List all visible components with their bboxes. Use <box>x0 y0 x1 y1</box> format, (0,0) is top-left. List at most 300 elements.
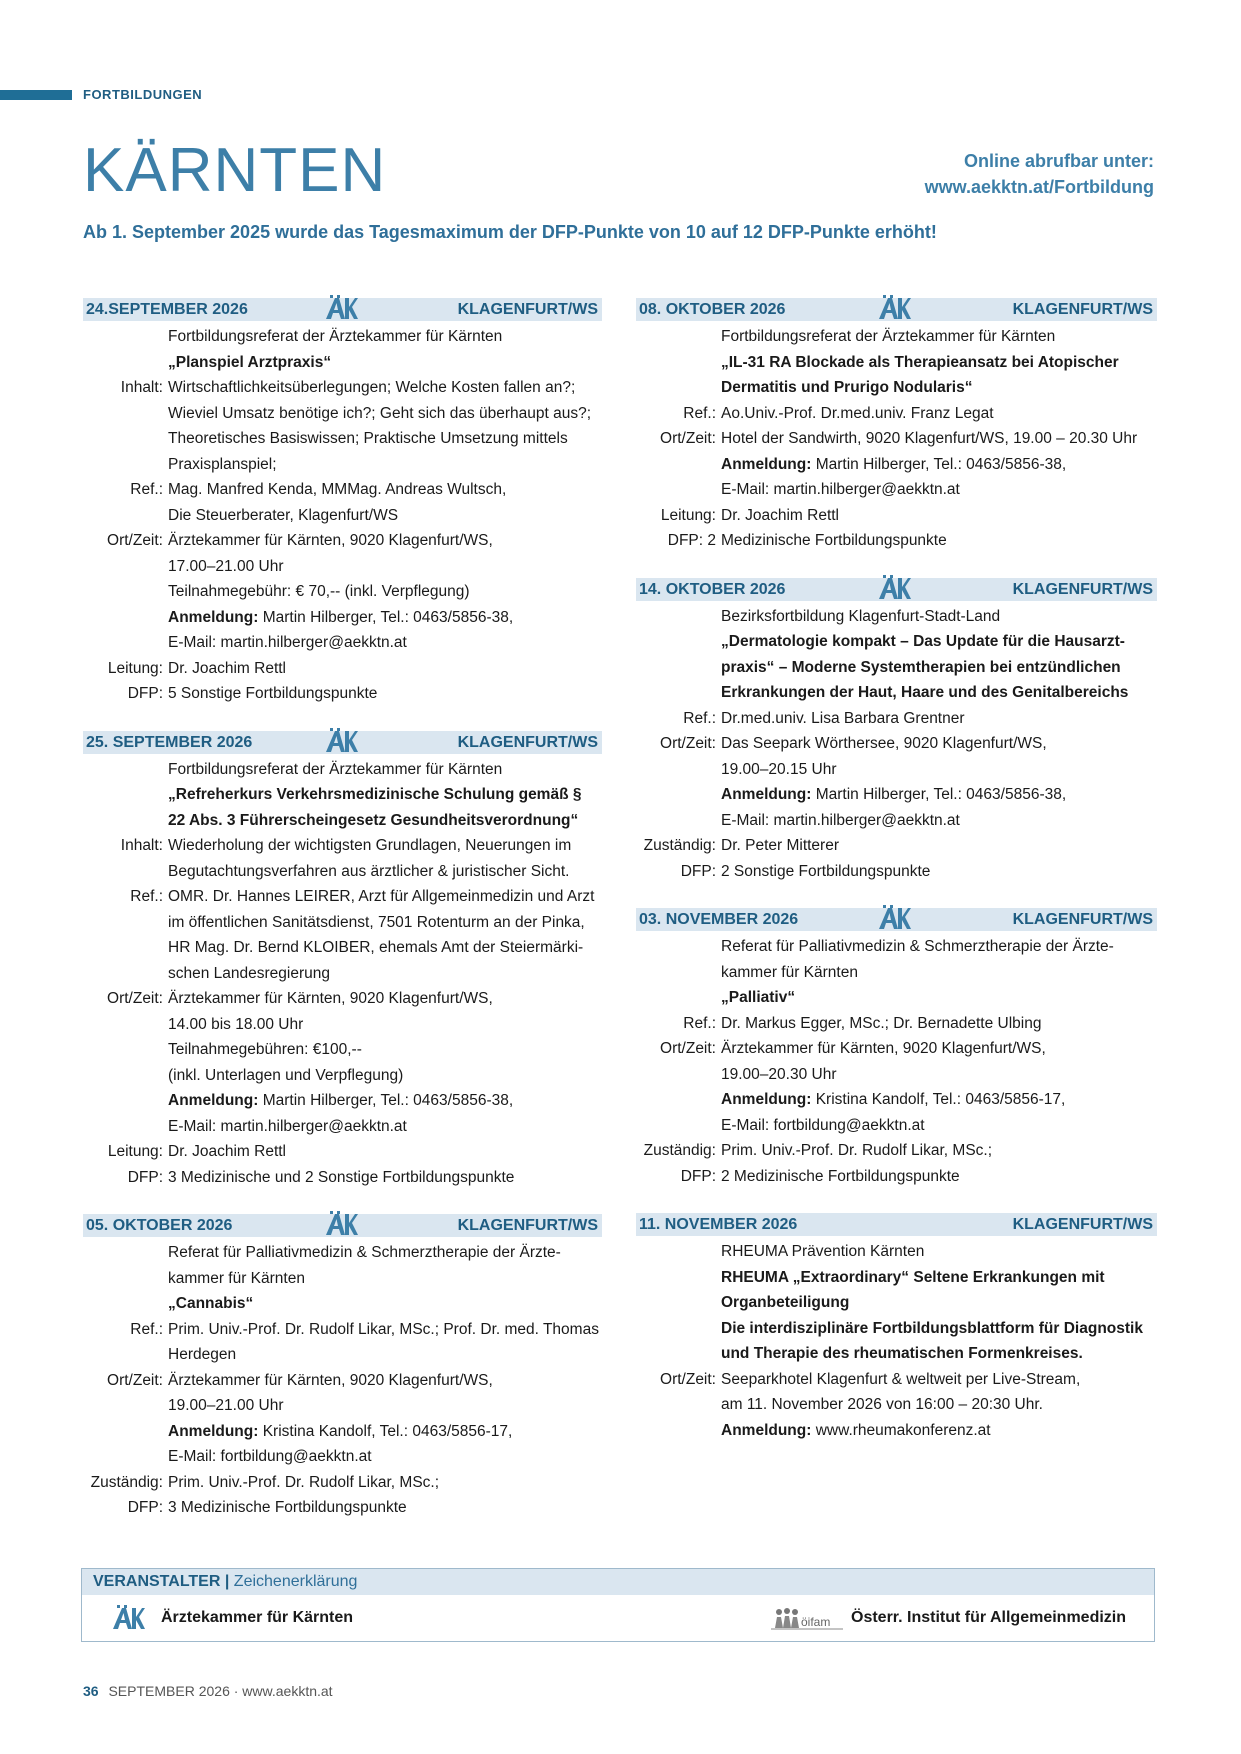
detail-label: Ref.: <box>130 481 163 498</box>
registration-label: Anmeldung: <box>168 1422 259 1440</box>
registration-label: Anmeldung: <box>721 786 812 803</box>
detail-label <box>636 655 721 681</box>
event-detail-row <box>636 1316 1157 1342</box>
event-detail-row <box>83 579 602 605</box>
oeifam-logo-text: öifam <box>801 1615 831 1629</box>
detail-value: Praxisplanspiel; <box>168 455 277 473</box>
aek-logo-icon <box>324 728 358 754</box>
detail-value: 3 Medizinische und 2 Sonstige Fortbildungspunkte <box>168 1168 515 1186</box>
event-detail-row <box>636 375 1157 401</box>
section-color-bar <box>0 90 72 100</box>
aek-logo-icon <box>324 1211 358 1237</box>
detail-label <box>83 1444 168 1470</box>
detail-label: Leitung: <box>107 659 163 677</box>
detail-value: im öffentlichen Sanitätsdienst, 7501 Rotenturm an der Pinka, <box>168 913 585 931</box>
event-detail-row <box>83 859 602 885</box>
detail-label <box>83 554 168 580</box>
detail-value: RHEUMA „Extraordinary“ Seltene Erkrankungen mit <box>721 1268 1105 1286</box>
detail-value: Die interdisziplinäre Fortbildungsblattform für Diagnostik <box>721 1319 1143 1337</box>
detail-label: Ref.: <box>683 404 716 422</box>
detail-label <box>636 985 721 1011</box>
detail-label <box>636 782 721 808</box>
legend-oeifam-name: Österr. Institut für Allgemeinmedizin <box>851 1609 1126 1626</box>
event-detail-row <box>636 757 1157 783</box>
detail-label: DFP: <box>127 685 163 702</box>
detail-label: Zuständig: <box>643 837 716 854</box>
event-date: 03. NOVEMBER 2026 <box>639 911 799 928</box>
detail-value <box>721 1087 1157 1113</box>
aek-logo-icon <box>877 575 911 601</box>
event-entry <box>636 298 1157 554</box>
detail-value: Seeparkhotel Klagenfurt & weltweit per Live-Stream, <box>721 1370 1081 1388</box>
detail-label: DFP: <box>680 862 716 880</box>
event-detail-row <box>83 1419 602 1445</box>
detail-label <box>83 426 168 452</box>
detail-value: 5 Sonstige Fortbildungspunkte <box>168 685 378 702</box>
detail-value: Wieviel Umsatz benötige ich?; Geht sich das überhaupt aus?; <box>168 404 592 422</box>
detail-label: Ref.: <box>130 888 163 905</box>
detail-value: „Palliativ“ <box>721 989 796 1006</box>
event-detail-row <box>83 935 602 961</box>
event-location: KLAGENFURT/WS <box>457 733 598 751</box>
event-detail-row <box>636 1164 1157 1190</box>
event-detail-row <box>636 680 1157 706</box>
detail-value: Wiederholung der wichtigsten Grundlagen, Neuerungen im <box>168 837 572 854</box>
detail-value: Mag. Manfred Kenda, MMMag. Andreas Wultsch, <box>168 481 507 498</box>
detail-label <box>636 1113 721 1139</box>
event-entry <box>83 298 602 707</box>
section-label: FORTBILDUNGEN <box>83 87 203 102</box>
detail-value: Teilnahmegebühr: € 70,-- (inkl. Verpflegung) <box>168 583 470 600</box>
detail-label <box>83 961 168 987</box>
event-header <box>636 298 1157 321</box>
registration-value: www.rheumakonferenz.at <box>811 1421 991 1439</box>
event-detail-row <box>83 808 602 834</box>
event-header <box>636 578 1157 601</box>
detail-value <box>721 1418 1157 1444</box>
detail-value: Ärztekammer für Kärnten, 9020 Klagenfurt/WS, <box>721 1040 1046 1057</box>
event-detail-row <box>636 1418 1157 1444</box>
detail-label <box>83 1063 168 1089</box>
event-detail-row <box>636 477 1157 503</box>
event-detail-row <box>636 833 1157 859</box>
event-detail-row <box>83 1444 602 1470</box>
event-detail-row <box>83 1470 602 1496</box>
event-detail-row <box>83 426 602 452</box>
event-detail-row <box>636 1265 1157 1291</box>
online-label: Online abrufbar unter: <box>963 151 1154 171</box>
event-detail-row <box>636 324 1157 350</box>
oeifam-logo-icon <box>771 1606 843 1630</box>
event-entry <box>636 1213 1157 1443</box>
detail-value: HR Mag. Dr. Bernd KLOIBER, ehemals Amt der Steiermärki- <box>168 939 584 956</box>
event-date: 24.SEPTEMBER 2026 <box>86 301 248 318</box>
detail-value: E-Mail: martin.hilberger@aekktn.at <box>721 811 960 829</box>
detail-label: Ort/Zeit: <box>660 1040 716 1057</box>
detail-label: Ref.: <box>130 1320 163 1338</box>
page-footer <box>83 1683 333 1699</box>
detail-value: E-Mail: fortbildung@aekktn.at <box>168 1448 372 1465</box>
event-detail-row <box>83 1317 602 1343</box>
event-detail-row <box>636 1113 1157 1139</box>
detail-value: Dr. Joachim Rettl <box>168 659 287 677</box>
event-entry <box>636 908 1157 1189</box>
event-date: 05. OKTOBER 2026 <box>86 1217 233 1234</box>
detail-label: Ort/Zeit: <box>660 1370 716 1388</box>
detail-value: Prim. Univ.-Prof. Dr. Rudolf Likar, MSc.; Prof. Dr. med. Thomas <box>168 1320 599 1338</box>
event-detail-row <box>83 375 602 401</box>
detail-value: praxis“ – Moderne Systemtherapien bei entzündlichen <box>721 658 1121 676</box>
detail-value: Ärztekammer für Kärnten, 9020 Klagenfurt/WS, <box>168 1371 493 1389</box>
detail-label <box>83 1291 168 1317</box>
detail-label <box>83 630 168 656</box>
detail-value: Die Steuerberater, Klagenfurt/WS <box>168 506 399 524</box>
registration-label: Anmeldung: <box>721 1091 812 1108</box>
event-detail-row <box>636 934 1157 960</box>
detail-value <box>721 782 1157 808</box>
organizer-legend <box>81 1568 1155 1642</box>
event-entry <box>83 1214 602 1521</box>
event-location: KLAGENFURT/WS <box>1012 911 1153 928</box>
event-detail-row <box>83 630 602 656</box>
registration-label: Anmeldung: <box>721 1421 812 1439</box>
detail-label <box>83 808 168 834</box>
registration-value: Martin Hilberger, Tel.: 0463/5856-38, <box>258 1092 514 1109</box>
event-detail-row <box>636 1341 1157 1367</box>
event-detail-row <box>636 985 1157 1011</box>
event-detail-row <box>636 960 1157 986</box>
detail-value: Das Seepark Wörthersee, 9020 Klagenfurt/WS, <box>721 735 1047 752</box>
detail-value: 3 Medizinische Fortbildungspunkte <box>168 1499 407 1516</box>
detail-label <box>83 1419 168 1445</box>
detail-value: Referat für Palliativmedizin & Schmerztherapie der Ärzte- <box>721 938 1114 955</box>
detail-value <box>168 1419 602 1445</box>
detail-label: Zuständig: <box>643 1142 716 1159</box>
event-detail-row <box>636 1290 1157 1316</box>
detail-label <box>83 1266 168 1292</box>
event-detail-row <box>636 452 1157 478</box>
event-detail-row <box>83 681 602 707</box>
detail-label <box>83 401 168 427</box>
detail-value: Organbeteiligung <box>721 1294 850 1311</box>
events-column-left <box>83 298 602 1545</box>
detail-label <box>83 503 168 529</box>
event-detail-row <box>636 528 1157 554</box>
event-detail-row <box>83 554 602 580</box>
footer-text: SEPTEMBER 2026 · www.aekktn.at <box>108 1683 333 1699</box>
event-detail-row <box>636 1036 1157 1062</box>
event-detail-row <box>83 324 602 350</box>
detail-label <box>636 757 721 783</box>
detail-value: Erkrankungen der Haut, Haare und des Genitalbereichs <box>721 684 1129 701</box>
event-detail-row <box>83 1165 602 1191</box>
aek-logo-icon <box>877 295 911 321</box>
event-date: 08. OKTOBER 2026 <box>639 301 786 318</box>
event-detail-row <box>83 1495 602 1521</box>
detail-label <box>83 1240 168 1266</box>
detail-label: DFP: <box>127 1499 163 1516</box>
detail-value: „Dermatologie kompakt – Das Update für die Hausarzt- <box>721 633 1125 650</box>
detail-value: E-Mail: martin.hilberger@aekktn.at <box>168 1117 407 1135</box>
legend-title: VERANSTALTER <box>93 1573 221 1590</box>
detail-value: Medizinische Fortbildungspunkte <box>721 532 947 549</box>
event-location: KLAGENFURT/WS <box>1012 1216 1153 1233</box>
event-date: 25. SEPTEMBER 2026 <box>86 733 253 751</box>
event-detail-row <box>83 1368 602 1394</box>
aek-logo-icon <box>111 1605 145 1631</box>
event-detail-row <box>83 503 602 529</box>
detail-value: „Planspiel Arztpraxis“ <box>168 353 332 371</box>
event-detail-row <box>83 350 602 376</box>
legend-aek-name: Ärztekammer für Kärnten <box>161 1609 354 1626</box>
detail-label: Leitung: <box>660 506 716 524</box>
detail-value: Herdegen <box>168 1346 237 1363</box>
detail-value: Hotel der Sandwirth, 9020 Klagenfurt/WS, 19.00 – 20.30 Uhr <box>721 430 1138 447</box>
detail-label: DFP: <box>680 1167 716 1185</box>
dfp-notice: Ab 1. September 2025 wurde das Tagesmaximum der DFP-Punkte von 10 auf 12 DFP-Punkte erhöht! <box>83 222 937 242</box>
event-location: KLAGENFURT/WS <box>457 1217 598 1234</box>
detail-label <box>636 629 721 655</box>
event-detail-row <box>636 1239 1157 1265</box>
detail-value: OMR. Dr. Hannes LEIRER, Arzt für Allgemeinmedizin und Arzt <box>168 888 595 905</box>
detail-label <box>636 1392 721 1418</box>
event-header <box>83 1214 602 1237</box>
detail-label <box>636 477 721 503</box>
event-detail-row <box>83 1114 602 1140</box>
event-detail-row <box>83 656 602 682</box>
event-detail-row <box>636 1087 1157 1113</box>
detail-label: Ort/Zeit: <box>660 735 716 752</box>
registration-label: Anmeldung: <box>168 608 259 626</box>
detail-label <box>83 859 168 885</box>
detail-value: Dr. Peter Mitterer <box>721 837 839 854</box>
detail-value: 19.00–20.30 Uhr <box>721 1065 837 1083</box>
detail-label <box>636 1316 721 1342</box>
detail-label <box>636 808 721 834</box>
detail-label <box>83 935 168 961</box>
detail-value: „IL-31 RA Blockade als Therapieansatz bei Atopischer <box>721 353 1119 371</box>
event-detail-row <box>83 1037 602 1063</box>
detail-value: Teilnahmegebühren: €100,-- <box>168 1041 362 1058</box>
detail-label <box>83 1342 168 1368</box>
event-header <box>83 731 602 754</box>
event-header <box>636 1213 1157 1236</box>
detail-label <box>83 579 168 605</box>
detail-value: Bezirksfortbildung Klagenfurt-Stadt-Land <box>721 607 1001 625</box>
detail-value: 19.00–20.15 Uhr <box>721 760 837 778</box>
event-detail-row <box>83 477 602 503</box>
detail-value: Dr. Joachim Rettl <box>168 1143 287 1160</box>
event-detail-row <box>636 604 1157 630</box>
detail-label: Ort/Zeit: <box>107 1371 163 1389</box>
detail-label <box>636 1290 721 1316</box>
detail-label <box>636 1341 721 1367</box>
event-detail-row <box>83 884 602 910</box>
event-detail-row <box>636 350 1157 376</box>
aek-logo-icon <box>877 905 911 931</box>
registration-label: Anmeldung: <box>721 455 812 473</box>
event-detail-row <box>636 503 1157 529</box>
event-entry <box>83 731 602 1191</box>
detail-value: kammer für Kärnten <box>721 963 858 981</box>
detail-label <box>636 452 721 478</box>
event-detail-row <box>83 1266 602 1292</box>
detail-label <box>83 782 168 808</box>
detail-value: „Cannabis“ <box>168 1295 254 1312</box>
event-detail-row <box>83 1139 602 1165</box>
event-detail-row <box>83 1012 602 1038</box>
detail-label: Inhalt: <box>120 379 163 396</box>
legend-separator: | <box>224 1573 230 1590</box>
legend-item-oeifam <box>771 1603 1126 1633</box>
detail-label: Zuständig: <box>90 1473 163 1491</box>
event-detail-row <box>636 1138 1157 1164</box>
event-location: KLAGENFURT/WS <box>1012 301 1153 318</box>
detail-label <box>636 324 721 350</box>
detail-label <box>636 680 721 706</box>
detail-value: Wirtschaftlichkeitsüberlegungen; Welche Kosten fallen an?; <box>168 379 576 396</box>
detail-value: „Refreherkurs Verkehrsmedizinische Schulung gemäß § <box>168 786 582 803</box>
detail-value: 22 Abs. 3 Führerscheingesetz Gesundheitsverordnung“ <box>168 811 579 829</box>
event-detail-row <box>83 782 602 808</box>
detail-value: Ärztekammer für Kärnten, 9020 Klagenfurt/WS, <box>168 532 493 549</box>
online-info <box>925 148 1154 200</box>
page-title: KÄRNTEN <box>83 136 387 205</box>
online-link[interactable]: www.aekktn.at/Fortbildung <box>924 177 1154 197</box>
detail-value: (inkl. Unterlagen und Verpflegung) <box>168 1066 404 1084</box>
detail-label: Leitung: <box>107 1143 163 1160</box>
detail-value: Dr. Joachim Rettl <box>721 506 840 524</box>
detail-value: Ärztekammer für Kärnten, 9020 Klagenfurt/WS, <box>168 990 493 1007</box>
event-detail-row <box>636 655 1157 681</box>
event-detail-row <box>636 1392 1157 1418</box>
legend-item-aek <box>111 1603 353 1633</box>
detail-label: Ref.: <box>683 1014 716 1032</box>
detail-value <box>721 452 1157 478</box>
detail-value: Fortbildungsreferat der Ärztekammer für Kärnten <box>168 328 503 345</box>
event-entry <box>636 578 1157 885</box>
event-detail-row <box>83 528 602 554</box>
event-detail-row <box>636 859 1157 885</box>
detail-label <box>636 1418 721 1444</box>
detail-value: 2 Sonstige Fortbildungspunkte <box>721 862 931 880</box>
registration-value: Kristina Kandolf, Tel.: 0463/5856-17, <box>258 1422 513 1440</box>
event-detail-row <box>83 1393 602 1419</box>
detail-label: DFP: <box>127 1168 163 1186</box>
registration-value: Martin Hilberger, Tel.: 0463/5856-38, <box>811 455 1067 473</box>
detail-label <box>636 1265 721 1291</box>
event-detail-row <box>83 1240 602 1266</box>
detail-label <box>83 350 168 376</box>
detail-label: Ref.: <box>683 709 716 727</box>
detail-label <box>636 1087 721 1113</box>
detail-value: Fortbildungsreferat der Ärztekammer für Kärnten <box>721 328 1056 345</box>
detail-value: kammer für Kärnten <box>168 1269 305 1287</box>
event-location: KLAGENFURT/WS <box>1012 580 1153 598</box>
detail-label <box>83 452 168 478</box>
detail-label <box>83 324 168 350</box>
detail-value: Prim. Univ.-Prof. Dr. Rudolf Likar, MSc.; <box>168 1473 440 1491</box>
legend-header <box>82 1569 1154 1595</box>
event-detail-row <box>83 605 602 631</box>
event-date: 14. OKTOBER 2026 <box>639 580 786 598</box>
event-detail-row <box>83 1342 602 1368</box>
detail-value: Begutachtungsverfahren aus ärztlicher & juristischer Sicht. <box>168 862 570 880</box>
detail-value: Theoretisches Basiswissen; Praktische Umsetzung mittels <box>168 430 568 447</box>
aek-logo-icon <box>324 295 358 321</box>
event-detail-row <box>83 757 602 783</box>
detail-label <box>636 1062 721 1088</box>
detail-value: Fortbildungsreferat der Ärztekammer für Kärnten <box>168 760 503 778</box>
events-column-right <box>636 298 1157 1467</box>
event-location: KLAGENFURT/WS <box>457 301 598 318</box>
registration-value: Martin Hilberger, Tel.: 0463/5856-38, <box>811 786 1067 803</box>
detail-value: schen Landesregierung <box>168 964 331 982</box>
event-detail-row <box>636 1011 1157 1037</box>
event-detail-row <box>83 910 602 936</box>
event-detail-row <box>83 401 602 427</box>
legend-subtitle: Zeichenerklärung <box>233 1573 358 1590</box>
event-detail-row <box>636 1062 1157 1088</box>
event-detail-row <box>83 986 602 1012</box>
event-detail-row <box>83 1088 602 1114</box>
event-header <box>636 908 1157 931</box>
event-header <box>83 298 602 321</box>
detail-value: Dr. Markus Egger, MSc.; Dr. Bernadette Ulbing <box>721 1014 1042 1032</box>
page-number: 36 <box>83 1683 99 1699</box>
registration-value: Kristina Kandolf, Tel.: 0463/5856-17, <box>811 1091 1066 1108</box>
event-detail-row <box>83 833 602 859</box>
detail-label <box>83 1012 168 1038</box>
event-date: 11. NOVEMBER 2026 <box>639 1216 798 1233</box>
detail-label <box>83 1088 168 1114</box>
event-detail-row <box>636 782 1157 808</box>
detail-label <box>636 934 721 960</box>
detail-value: Dr.med.univ. Lisa Barbara Grentner <box>721 709 965 727</box>
event-detail-row <box>83 1063 602 1089</box>
detail-label <box>83 1037 168 1063</box>
event-detail-row <box>636 731 1157 757</box>
detail-value: Dermatitis und Prurigo Nodularis“ <box>721 379 973 396</box>
detail-value: Ao.Univ.-Prof. Dr.med.univ. Franz Legat <box>721 404 994 422</box>
detail-value: 17.00–21.00 Uhr <box>168 557 284 575</box>
event-detail-row <box>83 452 602 478</box>
detail-label <box>636 604 721 630</box>
detail-label <box>83 1393 168 1419</box>
event-detail-row <box>83 961 602 987</box>
event-detail-row <box>636 426 1157 452</box>
detail-value: am 11. November 2026 von 16:00 – 20:30 Uhr. <box>721 1396 1043 1413</box>
event-detail-row <box>636 629 1157 655</box>
detail-value: 2 Medizinische Fortbildungspunkte <box>721 1167 960 1185</box>
event-detail-row <box>83 1291 602 1317</box>
detail-value: E-Mail: fortbildung@aekktn.at <box>721 1116 925 1134</box>
detail-label <box>636 375 721 401</box>
event-detail-row <box>636 1367 1157 1393</box>
detail-label <box>636 1239 721 1265</box>
detail-value: E-Mail: martin.hilberger@aekktn.at <box>168 634 407 651</box>
detail-label: Inhalt: <box>120 837 163 854</box>
detail-value: 14.00 bis 18.00 Uhr <box>168 1015 304 1033</box>
detail-value: Referat für Palliativmedizin & Schmerztherapie der Ärzte- <box>168 1244 561 1261</box>
detail-label: Ort/Zeit: <box>107 990 163 1007</box>
detail-value: 19.00–21.00 Uhr <box>168 1397 284 1414</box>
event-detail-row <box>636 808 1157 834</box>
registration-label: Anmeldung: <box>168 1092 259 1109</box>
detail-value: RHEUMA Prävention Kärnten <box>721 1243 925 1260</box>
event-detail-row <box>636 401 1157 427</box>
detail-label <box>83 605 168 631</box>
